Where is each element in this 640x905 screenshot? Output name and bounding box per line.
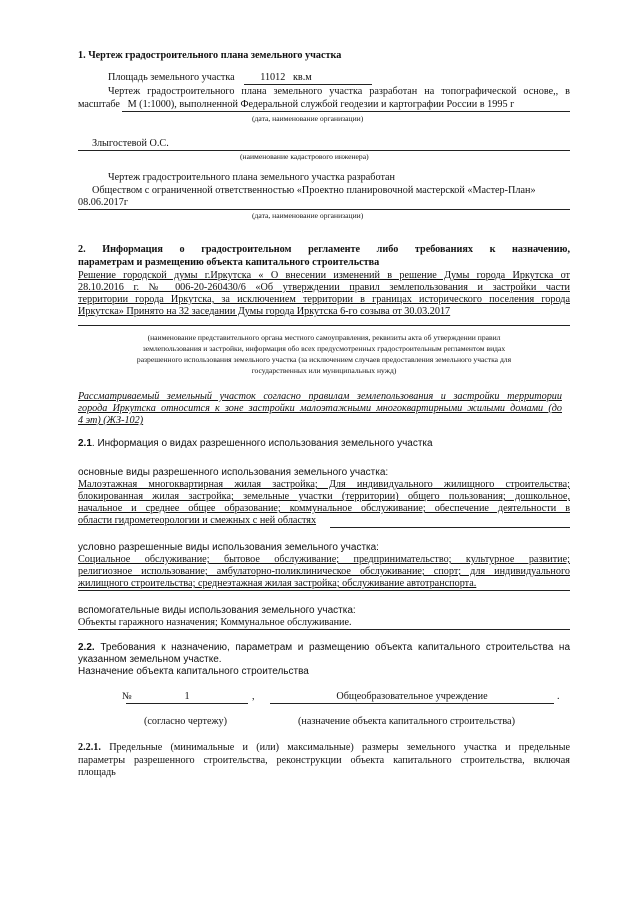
main-uses-text [78, 479, 570, 527]
caption-purpose: (назначение объекта капитального строительства) [298, 716, 515, 727]
area-underline [244, 84, 372, 85]
section-2-2-1-line-3: площадь [78, 767, 116, 778]
purpose-period: . [557, 691, 560, 702]
main-uses-line: блокированная жилая застройка; земельные участки (территории) общего пользования; дошкольное, [78, 491, 570, 502]
caption-drawing: (согласно чертежу) [144, 716, 227, 727]
section-1-heading: 1. Чертеж градостроительного плана земельного участка [78, 50, 342, 61]
developer-line-2: Обществом с ограниченной ответственностью «Проектно планировочной мастерской «Мастер-План» [92, 185, 536, 196]
decision-caption-line: разрешенного использования земельного участка (за исключением случаев предоставления земельного участка для [136, 355, 512, 364]
auxiliary-uses-underline [78, 629, 570, 630]
section-2-2-heading-line-1: 2.2. Требования к назначению, параметрам и размещению объекта капитального строительства на [78, 642, 570, 653]
developer-line-1: Чертеж градостроительного плана земельного участка разработан [108, 172, 395, 183]
zone-line: Рассматриваемый земельный участок согласно правилам землепользования и застройки территории [78, 391, 562, 402]
conditional-uses-underline [78, 590, 570, 591]
conditional-uses-line: жилищного строительства; среднеэтажная жилая застройка; обслуживание автотранспорта. [78, 578, 477, 589]
number-value: 1 [184, 691, 190, 702]
decision-line: 28.10.2016 г. № 006-20-260430/6 «Об утверждении правил землепользования и застройки части [78, 282, 570, 293]
zone-line: города Иркутска относится к зоне застройки малоэтажными многоквартирными жилыми домами (до [78, 403, 562, 414]
number-underline [126, 703, 248, 704]
decision-caption-line: государственных или муниципальных нужд) [251, 366, 397, 375]
section-2-heading-line-1: 2. Информация о градостроительном регламенте либо требованиях к назначению, [78, 244, 570, 255]
main-uses-line: области гидрометеорологии и смежных с ней областях [78, 515, 317, 526]
conditional-uses-label: условно разрешенные виды использования земельного участка: [78, 542, 379, 553]
conditional-uses-line: Социальное обслуживание; бытовое обслуживание; предпринимательство; культурное развитие; [78, 554, 570, 565]
engineer-underline [78, 150, 570, 151]
date-org-caption-1: (дата, наименование организации) [252, 114, 364, 123]
area-label: Площадь земельного участка [108, 72, 235, 83]
main-uses-line: начальное и среднее общее образование; коммунальное обслуживание; обеспечение деятельности в [78, 503, 570, 514]
purpose-label: Назначение объекта капитального строительства [78, 666, 309, 677]
number-sign: № [122, 691, 132, 702]
topo-line-1: Чертеж градостроительного плана земельного участка разработан на топографической основе,, в [108, 86, 570, 97]
conditional-uses-line: религиозное использование; амбулаторно-поликлиническое обслуживание; спорт; для индивидуального [78, 566, 570, 577]
section-2-2-heading-line-2: указанном земельном участке. [78, 654, 222, 665]
decision-caption-line: землепользования и застройки, информация обо всех предусмотренных градостроительным регламентом видах [142, 344, 506, 353]
purpose-value: Общеобразовательное учреждение [336, 691, 488, 702]
decision-caption-line: (наименование представительного органа местного самоуправления, реквизиты акта об утверждении правил [147, 333, 501, 342]
main-uses-underline [330, 527, 570, 528]
main-uses-line: Малоэтажная многоквартирная жилая застройка; Для индивидуального жилищного строительства; [78, 479, 570, 490]
purpose-underline [270, 703, 554, 704]
developer-date: 08.06.2017г [78, 197, 129, 208]
decision-line: Решение городской думы г.Иркутска « О внесении изменений в решение Думы города Иркутска от [78, 270, 570, 281]
date-org-caption-2: (дата, наименование организации) [252, 211, 364, 220]
zone-text [78, 391, 562, 427]
topo-line-2: масштабе М (1:1000), выполненной Федеральной службой геодезии и картографии России в 1995 г [78, 99, 515, 110]
engineer-name: Злыгостевой О.С. [92, 138, 169, 149]
number-comma: , [252, 691, 255, 702]
topo-underline [122, 111, 570, 112]
developer-underline [78, 209, 570, 210]
section-2-2-1-line-2: параметры разрешенного строительства, реконструкции объекта капитального строительства, включая [78, 755, 570, 766]
auxiliary-uses-line: Объекты гаражного назначения; Коммунальное обслуживание. [78, 617, 352, 628]
auxiliary-uses-label: вспомогательные виды использования земельного участка: [78, 605, 356, 616]
section-2-1-heading: 2.1. Информация о видах разрешенного использования земельного участка [78, 438, 433, 449]
section-2-heading-line-2: параметрам и размещению объекта капитального строительства [78, 257, 380, 268]
decision-line: территории города Иркутска, за исключением территории в границах исторического поселения города [78, 294, 570, 305]
area-unit: кв.м [292, 72, 312, 83]
conditional-uses-text [78, 554, 570, 590]
area-value: 11012 кв.м [260, 72, 312, 83]
decision-line: Иркутска» Принято на 32 заседании Думы города Иркутска 6-го созыва от 30.03.2017 [78, 306, 451, 317]
decision-rule [78, 325, 570, 326]
main-uses-label: основные виды разрешенного использования земельного участка: [78, 467, 389, 478]
zone-line: 4 эт) (ЖЗ-102) [78, 415, 144, 426]
engineer-caption: (наименование кадастрового инженера) [240, 152, 369, 161]
section-2-2-1-line-1: 2.2.1. Предельные (минимальные и (или) максимальные) размеры земельного участка и предельные [78, 742, 570, 753]
decision-text [78, 270, 570, 318]
